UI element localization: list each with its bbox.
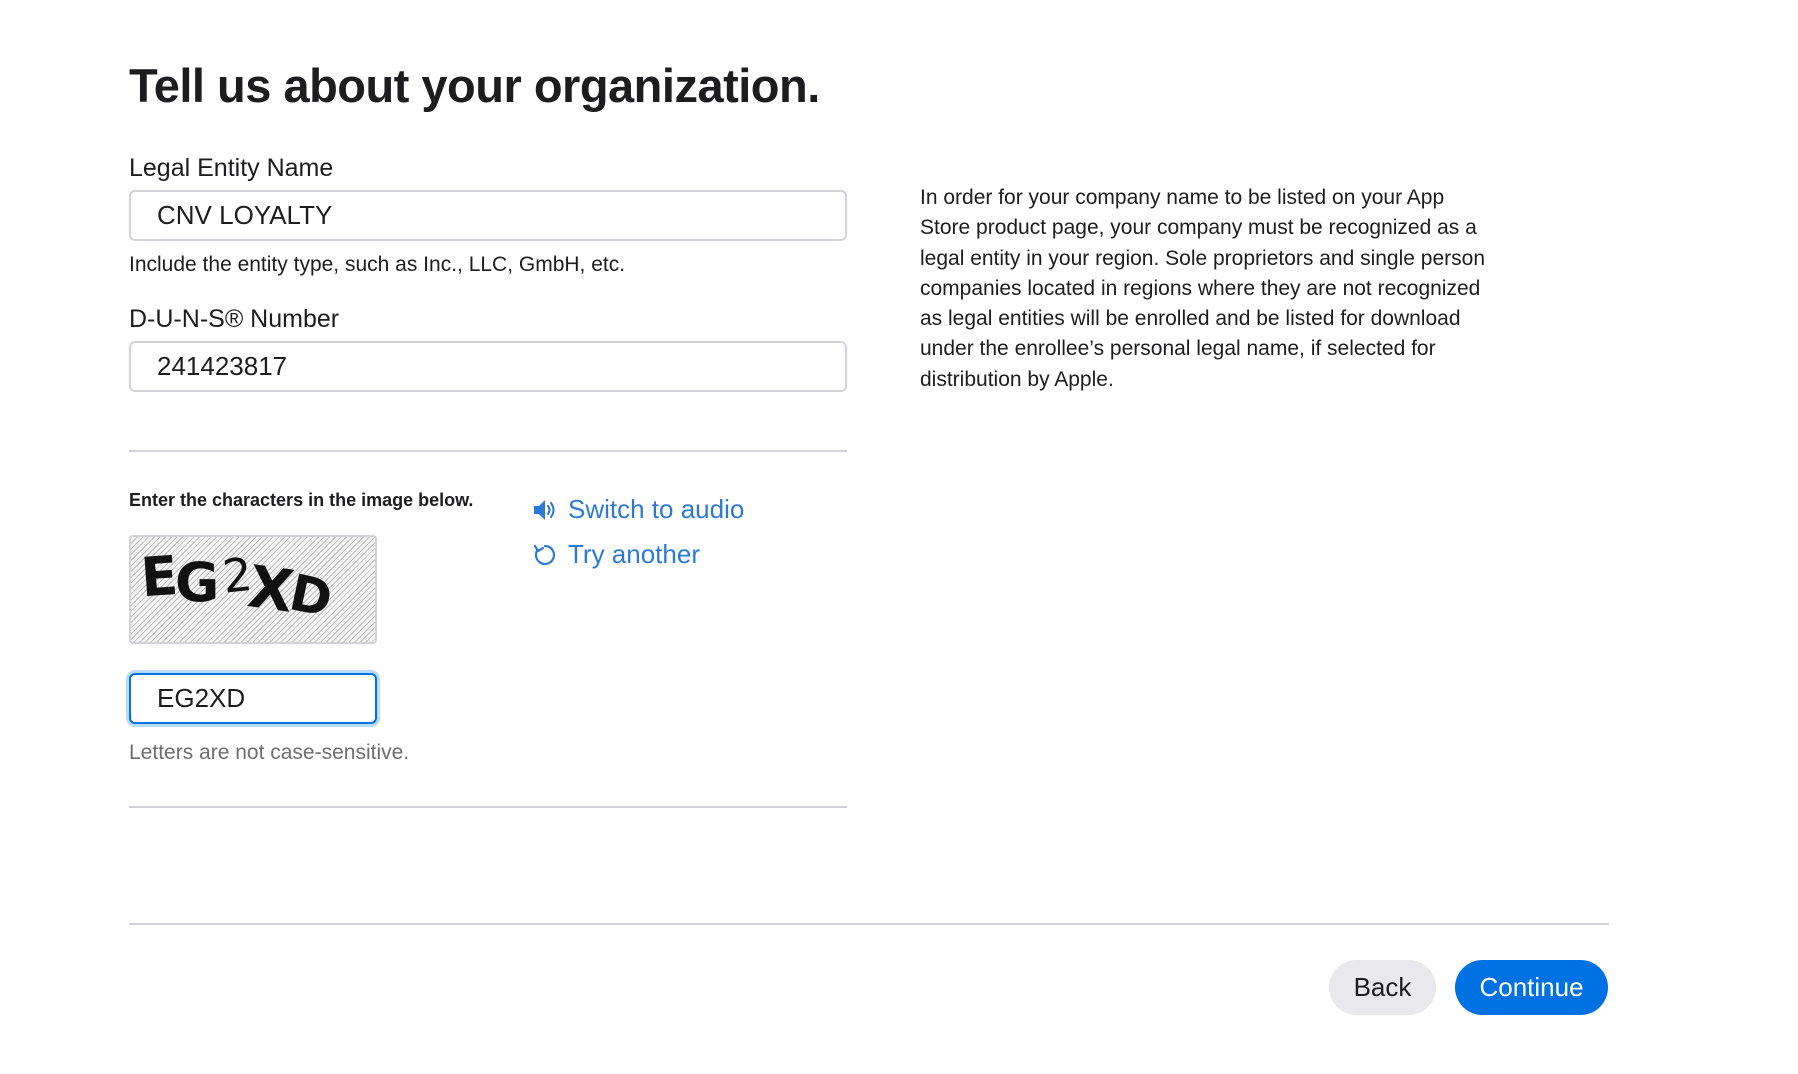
captcha-char-5: D (284, 563, 338, 629)
try-another-link[interactable] (532, 539, 700, 570)
speaker-icon (532, 497, 558, 523)
try-another-label: Try another (568, 539, 700, 569)
captcha-hint: Letters are not case-sensitive. (129, 741, 410, 764)
footer-divider (129, 923, 1609, 925)
refresh-icon (532, 542, 558, 568)
legal-entity-label: Legal Entity Name (129, 154, 334, 182)
duns-input[interactable] (129, 341, 847, 392)
captcha-glyphs (131, 537, 377, 644)
duns-label: D-U-N-S® Number (129, 305, 340, 333)
section-divider (129, 450, 847, 452)
captcha-input[interactable] (129, 673, 377, 724)
captcha-char-2: G (175, 551, 220, 614)
captcha-prompt: Enter the characters in the image below. (129, 490, 474, 510)
legal-entity-hint: Include the entity type, such as Inc., LLC, GmbH, etc. (129, 253, 626, 276)
back-button[interactable]: Back (1329, 960, 1436, 1015)
captcha-char-1: E (138, 543, 181, 610)
switch-to-audio-link[interactable] (532, 494, 744, 525)
switch-to-audio-label: Switch to audio (568, 494, 745, 524)
continue-button[interactable]: Continue (1455, 960, 1608, 1015)
legal-entity-info: In order for your company name to be listed on your App Store product page, your company must be recognized as a legal entity in your region. Sole proprietors and single person companies located in regions where they are not recognized as legal entities will be enrolled and be listed for download under the enrollee’s personal legal name, if selected for distribution by Apple. (920, 186, 1486, 391)
legal-entity-input[interactable] (129, 190, 847, 241)
captcha-divider (129, 806, 847, 808)
captcha-image (129, 535, 377, 644)
captcha-char-3: 2 (220, 546, 255, 604)
page-title: Tell us about your organization. (129, 59, 820, 112)
captcha-char-4: X (244, 552, 298, 626)
